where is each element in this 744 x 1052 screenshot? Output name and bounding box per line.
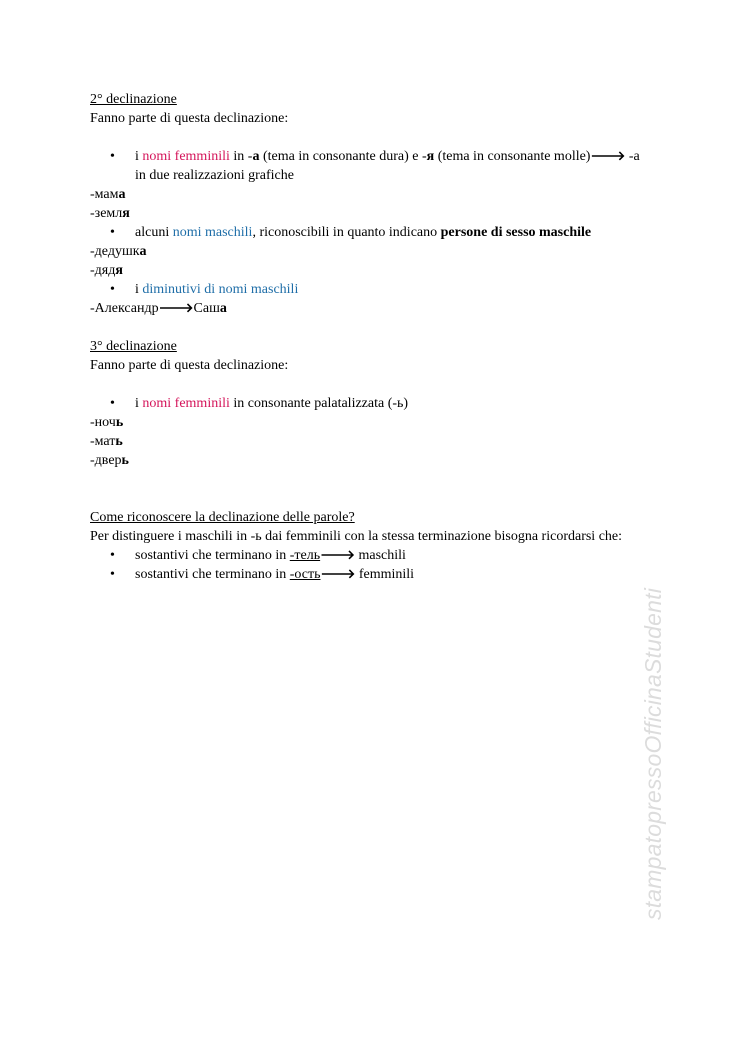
section-3-title: 3° declinazione xyxy=(90,339,177,354)
bullet-dot: • xyxy=(110,149,115,164)
highlight-diminutives: diminutivi di nomi maschili xyxy=(142,282,299,297)
example-word: -дедушка xyxy=(90,244,147,259)
section-4-title: Come riconoscere la declinazione delle parole? xyxy=(90,510,355,525)
highlight-feminine: nomi femminili xyxy=(142,396,230,411)
bullet-dot: • xyxy=(110,225,115,240)
suffix-tel: -тель xyxy=(289,548,321,563)
bullet-masculine-nouns: • alcuni nomi maschili, riconoscibili in quanto indicano persone di sesso maschile xyxy=(110,225,592,240)
bullet-tel-suffix: • sostantivi che terminano in -тель🡒 maschili xyxy=(110,548,406,563)
watermark: stampatopressoOfficinaStudenti xyxy=(640,587,666,920)
highlight-feminine: nomi femminili xyxy=(142,149,230,164)
bullet-diminutives: • i diminutivi di nomi maschili xyxy=(110,282,299,297)
example-word: -Александр🡒Саша xyxy=(90,301,227,316)
suffix-ost: -ость xyxy=(289,567,321,582)
example-word: -мать xyxy=(90,434,123,449)
example-word: -земля xyxy=(90,206,130,221)
bullet-dot: • xyxy=(110,548,115,563)
arrow-icon: 🡒 xyxy=(320,548,355,563)
section-2-intro: Fanno parte di questa declinazione: xyxy=(90,111,289,126)
example-word: -дверь xyxy=(90,453,129,468)
bullet-dot: • xyxy=(110,567,115,582)
document-page xyxy=(90,90,670,584)
section-3-intro: Fanno parte di questa declinazione: xyxy=(90,358,289,373)
bullet-feminine-nouns: • i nomi femminili in -a (tema in consonante dura) e -я (tema in consonante molle)🡒 -a in due realizzazioni grafiche xyxy=(110,149,640,183)
bullet-dot: • xyxy=(110,282,115,297)
example-word: -мама xyxy=(90,187,126,202)
bullet-feminine-palatal: • i nomi femminili in consonante palatalizzata (-ь) xyxy=(110,396,409,411)
section-2-title: 2° declinazione xyxy=(90,92,177,107)
example-word: -дядя xyxy=(90,263,123,278)
highlight-masculine: nomi maschili xyxy=(172,225,253,240)
arrow-icon: 🡒 xyxy=(320,567,356,582)
arrow-icon: 🡒 xyxy=(158,301,194,316)
section-4-intro: Per distinguere i maschili in -ь dai femminili con la stessa terminazione bisogna ricordarsi che: xyxy=(90,529,623,544)
arrow-icon: 🡒 xyxy=(590,149,626,164)
example-word: -ночь xyxy=(90,415,124,430)
bullet-dot: • xyxy=(110,396,115,411)
bullet-ost-suffix: • sostantivi che terminano in -ость🡒 femminili xyxy=(110,567,415,582)
